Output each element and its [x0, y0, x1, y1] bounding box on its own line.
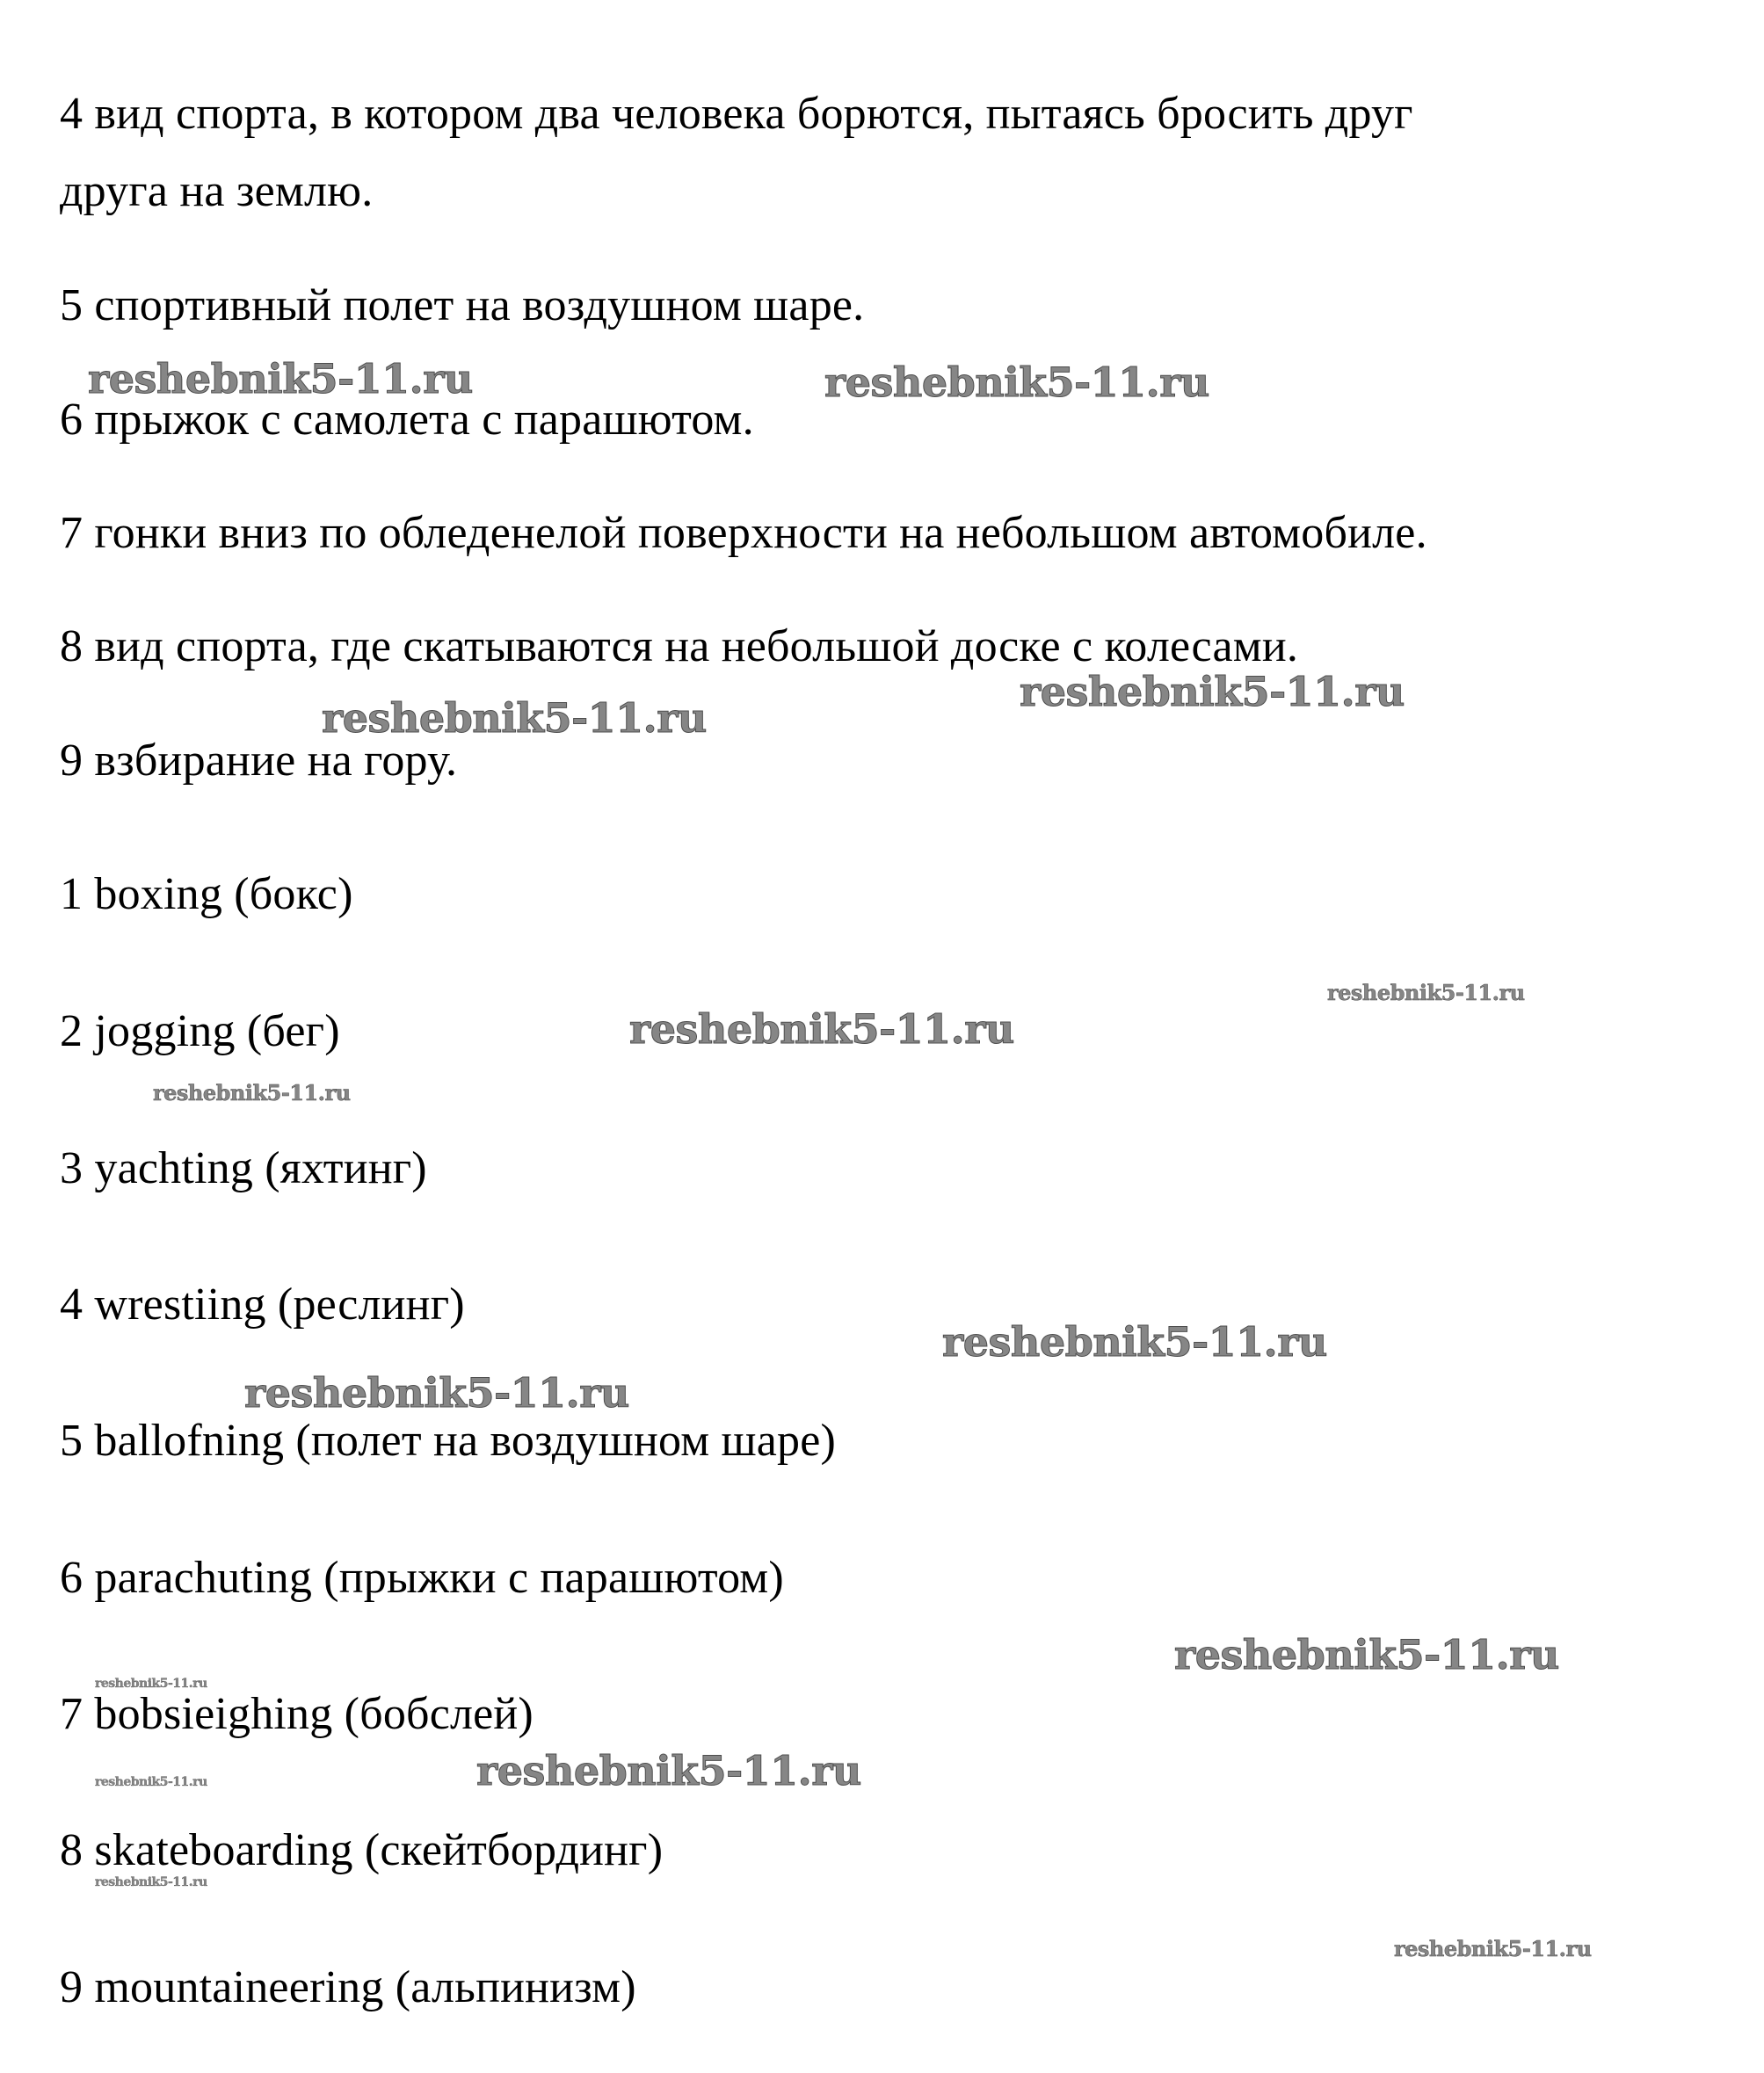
answer-1: 1 boxing (бокс): [60, 869, 353, 919]
watermark: reshebnik5-11.ru: [1327, 980, 1525, 1005]
watermark: reshebnik5-11.ru: [95, 1677, 207, 1691]
definition-8: 8 вид спорта, где скатываются на небольшой доске с колесами.: [60, 621, 1299, 671]
answer-2: 2 jogging (бег): [60, 1006, 340, 1056]
watermark: reshebnik5-11.ru: [153, 1080, 351, 1105]
definition-7: 7 гонки вниз по обледенелой поверхности на небольшом автомобиле.: [60, 508, 1427, 558]
answer-6: 6 parachuting (прыжки с парашютом): [60, 1553, 784, 1603]
watermark: reshebnik5-11.ru: [322, 694, 707, 742]
watermark: reshebnik5-11.ru: [1174, 1631, 1559, 1678]
watermark: reshebnik5-11.ru: [942, 1318, 1327, 1366]
answer-4: 4 wrestiing (реслинг): [60, 1279, 465, 1330]
answer-7: 7 bobsieighing (бобслей): [60, 1689, 534, 1739]
watermark: reshebnik5-11.ru: [476, 1747, 861, 1794]
watermark: reshebnik5-11.ru: [1394, 1936, 1592, 1961]
watermark: reshebnik5-11.ru: [95, 1775, 207, 1789]
answer-5: 5 ballofning (полет на воздушном шаре): [60, 1416, 837, 1466]
definition-6: 6 прыжок с самолета с парашютом.: [60, 395, 754, 445]
watermark: reshebnik5-11.ru: [1020, 668, 1405, 715]
definition-4-line-1: 4 вид спорта, в котором два человека борются, пытаясь бросить друг: [60, 89, 1413, 139]
answer-9: 9 mountaineering (альпинизм): [60, 1962, 636, 2012]
watermark: reshebnik5-11.ru: [629, 1005, 1014, 1053]
watermark: reshebnik5-11.ru: [88, 355, 473, 402]
watermark: reshebnik5-11.ru: [95, 1875, 207, 1889]
watermark: reshebnik5-11.ru: [244, 1369, 629, 1417]
definition-9: 9 взбирание на гору.: [60, 736, 458, 786]
definition-5: 5 спортивный полет на воздушном шаре.: [60, 280, 865, 330]
answer-3: 3 yachting (яхтинг): [60, 1143, 427, 1193]
definition-4-line-2: друга на землю.: [60, 166, 374, 216]
answer-8: 8 skateboarding (скейтбординг): [60, 1825, 664, 1875]
watermark: reshebnik5-11.ru: [824, 359, 1209, 406]
